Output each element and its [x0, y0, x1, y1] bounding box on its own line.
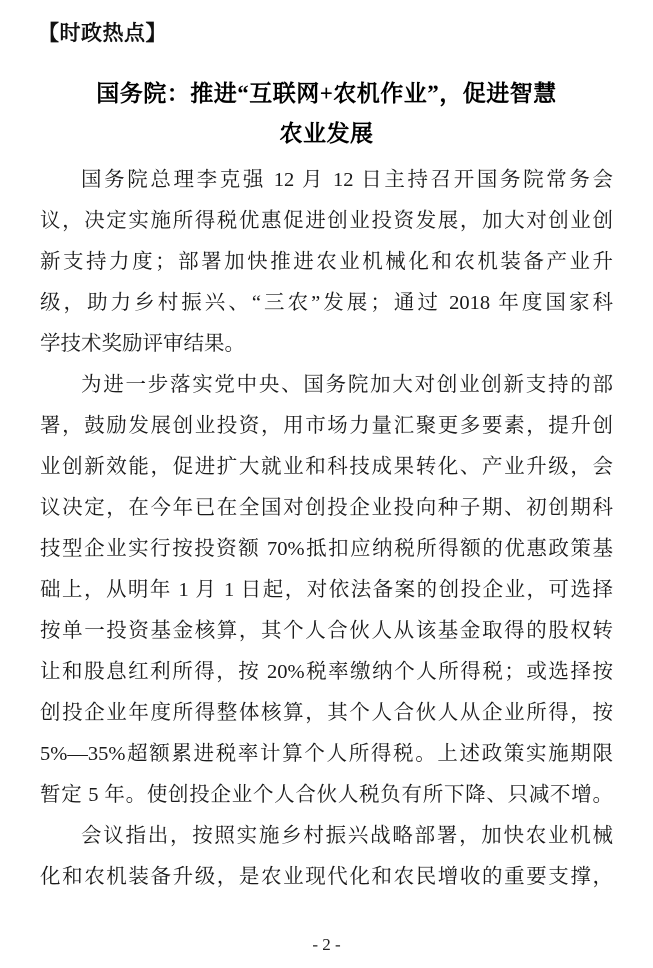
text-line: 议决定，在今年已在全国对创投企业投向种子期、初创期科 [40, 497, 613, 519]
text-line: 让和股息红利所得，按 20%税率缴纳个人所得税；或选择按 [40, 661, 613, 683]
paragraph-3 [40, 816, 613, 898]
article-title [50, 74, 603, 154]
text-line: 技型企业实行按投资额 70%抵扣应纳税所得额的优惠政策基 [40, 538, 613, 560]
article-title-line-2: 农业发展 [279, 121, 374, 146]
article-body [40, 160, 613, 898]
text-line: 暂定 5 年。使创投企业个人合伙人税负有所下降、只减不增。 [40, 784, 613, 806]
text-line: 5%—35%超额累进税率计算个人所得税。上述政策实施期限 [40, 743, 613, 765]
text-line: 础上，从明年 1 月 1 日起，对依法备案的创投企业，可选择 [40, 579, 613, 601]
text-line: 为进一步落实党中央、国务院加大对创业创新支持的部 [81, 374, 613, 396]
text-line: 创投企业年度所得整体核算，其个人合伙人从企业所得，按 [40, 702, 613, 724]
paragraph-1 [40, 160, 613, 365]
text-line: 议，决定实施所得税优惠促进创业投资发展，加大对创业创 [40, 210, 613, 232]
text-line: 学技术奖励评审结果。 [40, 333, 245, 355]
text-line: 级，助力乡村振兴、“三农”发展；通过 2018 年度国家科 [40, 292, 613, 314]
paragraph-2 [40, 365, 613, 816]
section-label: 【时政热点】 [38, 22, 167, 45]
text-line: 署，鼓励发展创业投资，用市场力量汇聚更多要素，提升创 [40, 415, 613, 437]
article-title-line-1: 国务院：推进“互联网+农机作业”，促进智慧 [96, 81, 557, 106]
text-line: 国务院总理李克强 12 月 12 日主持召开国务院常务会 [81, 169, 613, 191]
text-line: 业创新效能，促进扩大就业和科技成果转化、产业升级，会 [40, 456, 613, 478]
text-line: 新支持力度；部署加快推进农业机械化和农机装备产业升 [40, 251, 613, 273]
text-line: 化和农机装备升级，是农业现代化和农民增收的重要支撑， [40, 866, 613, 888]
text-line: 会议指出，按照实施乡村振兴战略部署，加快农业机械 [81, 825, 613, 847]
page-number: - 2 - [312, 935, 341, 954]
text-line: 按单一投资基金核算，其个人合伙人从该基金取得的股权转 [40, 620, 613, 642]
